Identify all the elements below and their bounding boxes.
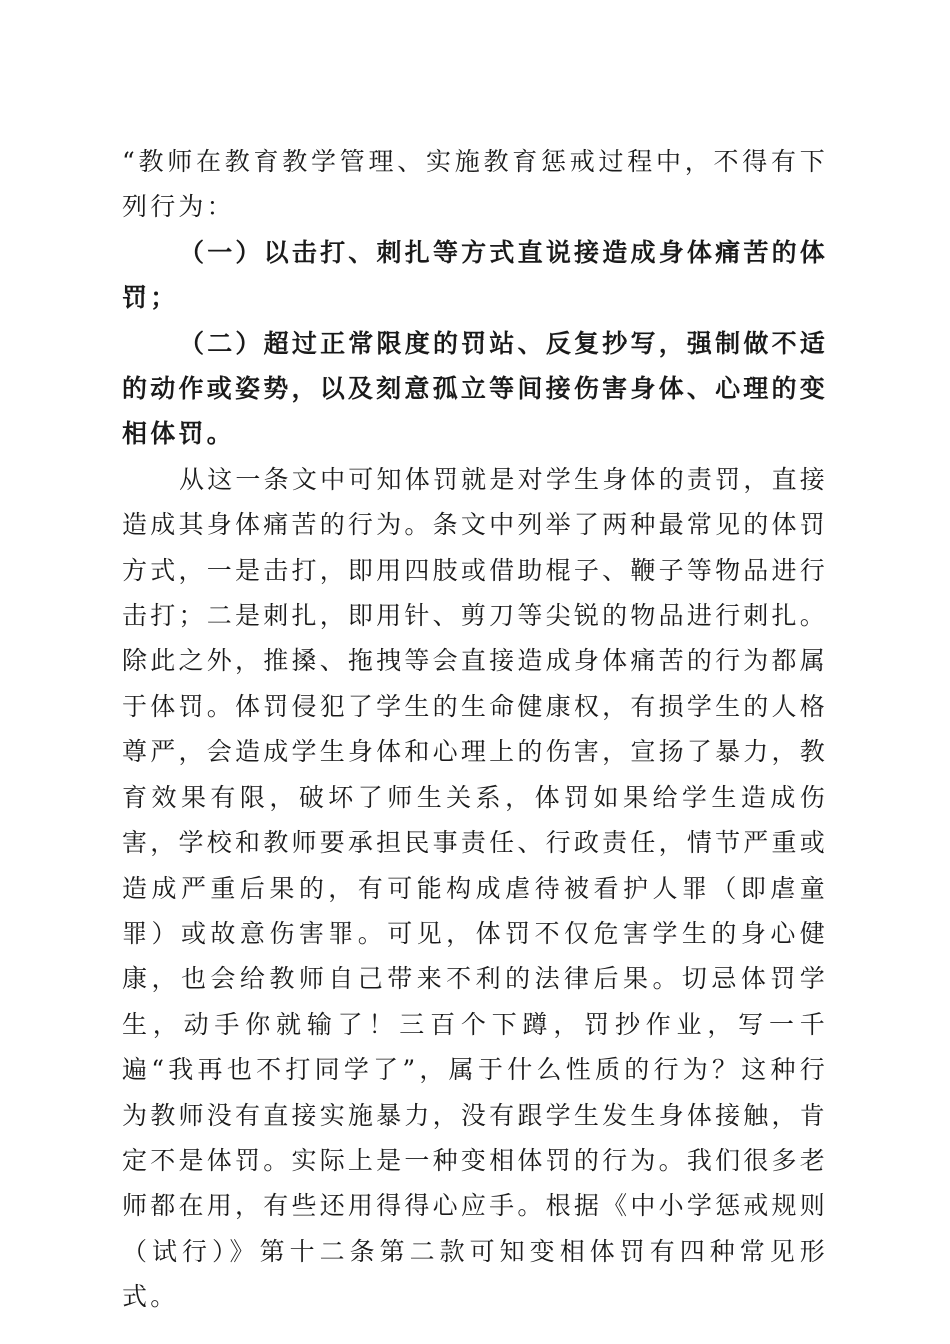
document-body [122, 139, 828, 1320]
list-item-2: （二）超过正常限度的罚站、反复抄写，强制做不适的动作或姿势，以及刻意孤立等间接伤害身体、心理的变相体罚。 [122, 328, 828, 449]
list-item-1: （一）以击打、刺扎等方式直说接造成身体痛苦的体罚； [122, 237, 828, 313]
quote-intro-paragraph: “教师在教育教学管理、实施教育惩戒过程中，不得有下列行为： [122, 147, 828, 222]
body-paragraph: 从这一条文中可知体罚就是对学生身体的责罚，直接造成其身体痛苦的行为。条文中列举了两种最常见的体罚方式，一是击打，即用四肢或借助棍子、鞭子等物品进行击打；二是刺扎，即用针、剪刀等尖锐的物品进行刺扎。除此之外，推搡、拖拽等会直接造成身体痛苦的行为都属于体罚。体罚侵犯了学生的生命健康权，有损学生的人格尊严，会造成学生身体和心理上的伤害，宣扬了暴力，教育效果有限，破坏了师生关系，体罚如果给学生造成伤害，学校和教师要承担民事责任、行政责任，情节严重或造成严重后果的，有可能构成虐待被看护人罪（即虐童罪）或故意伤害罪。可见，体罚不仅危害学生的身心健康，也会给教师自己带来不利的法律后果。切忌体罚学生，动手你就输了！三百个下蹲，罚抄作业，写一千遍“我再也不打同学了”，属于什么性质的行为？这种行为教师没有直接实施暴力，没有跟学生发生身体接触，肯定不是体罚。实际上是一种变相体罚的行为。我们很多老师都在用，有些还用得得心应手。根据《中小学惩戒规则（试行）》第十二条第二款可知变相体罚有四种常见形式。 [122, 464, 828, 1312]
